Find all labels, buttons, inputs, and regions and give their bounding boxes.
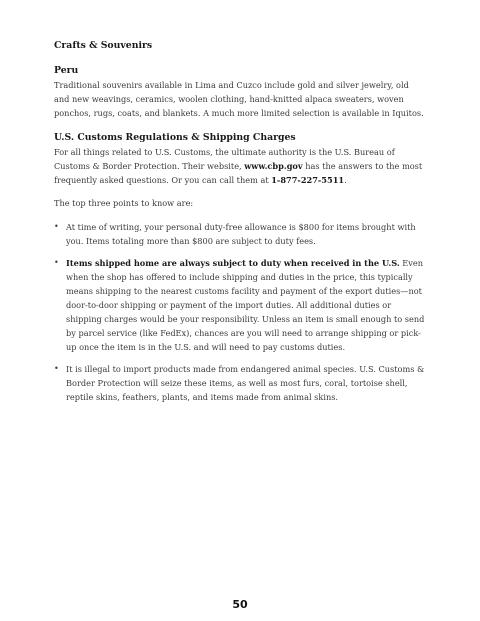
points-list: [54, 220, 426, 404]
point-text: At time of writing, your personal duty-free allowance is $800 for items brought with you. Items totaling more than $800 are subject to duty fees.: [66, 222, 416, 246]
page-number: 50: [232, 598, 248, 611]
bullet-icon: •: [54, 222, 59, 231]
customs-intro-before: For all things related to U.S. Customs, the ultimate authority is the U.S. Bureau of Customs & Border Protection. Their website,: [54, 147, 395, 171]
page-content: [54, 40, 426, 412]
customs-intro-paragraph: [54, 145, 426, 187]
points-lead: The top three points to know are:: [54, 198, 194, 208]
customs-heading: U.S. Customs Regulations & Shipping Charges: [54, 132, 296, 143]
customs-intro-middle: has the answers to the most frequently asked questions. Or you can call them at: [54, 161, 423, 185]
list-item: [54, 256, 426, 354]
bullet-icon: •: [54, 258, 59, 267]
list-item: [54, 362, 426, 404]
cbp-website-link[interactable]: www.cbp.gov: [244, 161, 303, 171]
customs-section: [54, 131, 426, 404]
peru-section: [54, 64, 426, 120]
cbp-phone-number[interactable]: 1-877-227-5511: [271, 175, 345, 185]
customs-intro-after: .: [344, 175, 347, 185]
point-bold: Items shipped home are always subject to duty when received in the U.S.: [66, 258, 400, 268]
point-text: It is illegal to import products made from endangered animal species. U.S. Customs & Border Protection will seize these items, as well as most furs, coral, tortoise shell, reptile skins, feathers, plants, and items made from animal skins.: [66, 364, 425, 402]
peru-paragraph: Traditional souvenirs available in Lima and Cuzco include gold and silver jewelry, old and new weavings, ceramics, woolen clothing, hand-knitted alpaca sweaters, woven ponchos, rugs, coats, and blankets. A much more limited selection is available in Iquitos.: [54, 80, 424, 118]
point-text: Even when the shop has offered to include shipping and duties in the price, this typically means shipping to the nearest customs facility and payment of the export duties—not door-to-door shipping or payment of the import duties. All additional duties or shipping charges would be your responsibility. Unless an item is small enough to send by parcel service (like FedEx), chances are you will need to arrange shipping or pick-up once the item is in the U.S. and will need to pay customs duties.: [66, 258, 425, 352]
bullet-icon: •: [54, 364, 59, 373]
list-item: [54, 220, 426, 248]
section-title: Crafts & Souvenirs: [54, 40, 153, 51]
peru-heading: Peru: [54, 65, 79, 76]
